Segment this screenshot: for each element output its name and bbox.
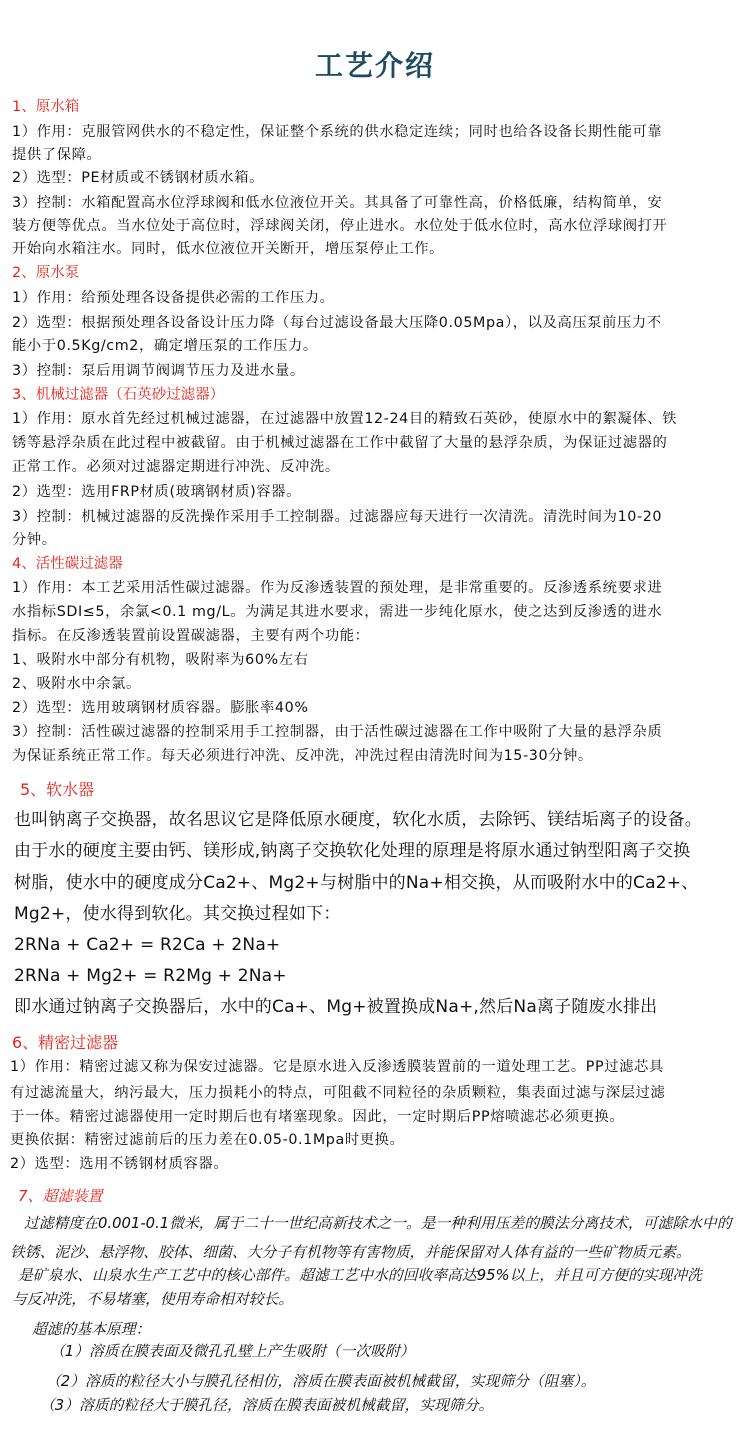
text-line: 为保证系统正常工作。每天必须进行冲洗、反冲洗，冲洗过程由清洗时间为15-30分钟。	[12, 748, 593, 764]
text-line: 能小于0.5Kg/cm2，确定增压泵的工作压力。	[12, 338, 318, 354]
text-line: 1、吸附水中部分有机物，吸附率为60%左右	[12, 652, 309, 668]
text-line: 开始向水箱注水。同时，低水位液位开关断开，增压泵停止工作。	[12, 241, 445, 257]
text-line: 指标。在反渗透装置前设置碳滤器，主要有两个功能：	[12, 628, 370, 644]
text-line: 1）作用：原水首先经过机械过滤器，在过滤器中放置12-24目的精致石英砂，使原水中的絮凝体、铁	[12, 411, 678, 427]
section-heading: 2、原水泵	[12, 265, 80, 281]
section-heading: 3、机械过滤器（石英砂过滤器）	[12, 387, 225, 403]
text-line: 3）控制：水箱配置高水位浮球阀和低水位液位开关。其具备了可靠性高，价格低廉，结构简单，安	[12, 195, 663, 211]
text-line: 1）作用：给预处理各设备提供必需的工作压力。	[12, 290, 335, 306]
text-line: 2RNa + Ca2+ = R2Ca + 2Na+	[14, 935, 281, 955]
section-heading: 1、原水箱	[12, 99, 80, 115]
text-line: 1）作用：精密过滤又称为保安过滤器。它是原水进入反渗透膜装置前的一道处理工艺。PP过滤芯具	[10, 1059, 664, 1075]
text-line: 2）选型：选用FRP材质(玻璃钢材质)容器。	[12, 484, 301, 500]
text-line: 1）作用：克服管网供水的不稳定性，保证整个系统的供水稳定连续；同时也给各设备长期性能可靠	[12, 124, 663, 140]
text-line: 由于水的硬度主要由钙、镁形成,钠离子交换软化处理的原理是将原水通过钠型阳离子交换	[14, 841, 691, 861]
text-line: 3）控制：活性碳过滤器的控制采用手工控制器，由于活性碳过滤器在工作中吸附了大量的悬浮杂质	[12, 724, 663, 740]
text-line: 于一体。精密过滤器使用一定时期后也有堵塞现象。因此，一定时期后PP熔喷滤芯必须更换。	[10, 1109, 625, 1125]
text-line: 锈等悬浮杂质在此过程中被截留。由于机械过滤器在工作中截留了大量的悬浮杂质，为保证过滤器的	[12, 435, 668, 451]
text-line: 也叫钠离子交换器，故名思议它是降低原水硬度，软化水质，去除钙、镁结垢离子的设备。	[14, 810, 702, 830]
text-line: 正常工作。必须对过滤器定期进行冲洗、反冲洗。	[12, 459, 340, 475]
section-heading: 5、软水器	[20, 780, 95, 799]
text-line: 3）控制：泵后用调节阀调节压力及进水量。	[12, 363, 305, 379]
text-line: 3）控制：机械过滤器的反洗操作采用手工控制器。过滤器应每天进行一次清洗。清洗时间为10-20	[12, 509, 663, 525]
text-line: 与反冲洗，不易堵塞，使用寿命相对较长。	[12, 1291, 294, 1308]
text-line: 2）选型：选用玻璃钢材质容器。膨胀率40%	[12, 700, 309, 716]
text-line: 2、吸附水中余氯。	[12, 676, 141, 692]
text-line: 超滤的基本原理：	[32, 1321, 151, 1338]
text-line: 水指标SDI≤5，余氯<0.1 mg/L。为满足其进水要求，需进一步纯化原水，使之达到反渗透的进水	[12, 604, 663, 620]
text-line: 装方便等优点。当水位处于高位时，浮球阀关闭，停止进水。水位处于低水位时，高水位浮球阀打开	[12, 218, 668, 234]
text-line: （2）溶质的粒径大小与膜孔径相仿，溶质在膜表面被机械截留，实现筛分（阻塞）。	[46, 1373, 596, 1390]
text-line: 有过滤流量大，纳污最大，压力损耗小的特点，可阻截不同粒径的杂质颗粒，集表面过滤与深层过滤	[10, 1085, 666, 1101]
text-line: 1）作用：本工艺采用活性碳过滤器。作为反渗透装置的预处理，是非常重要的。反渗透系统要求进	[12, 580, 663, 596]
section-heading: 6、精密过滤器	[12, 1033, 119, 1052]
text-line: 更换依据：精密过滤前后的压力差在0.05-0.1Mpa时更换。	[10, 1132, 405, 1148]
text-line: 2）选型：PE材质或不锈钢材质水箱。	[12, 170, 265, 186]
text-line: 提供了保障。	[12, 147, 102, 163]
text-line: 树脂，使水中的硬度成分Ca2+、Mg2+与树脂中的Na+相交换，从而吸附水中的Ca2+、	[14, 873, 699, 893]
text-line: 2RNa + Mg2+ = R2Mg + 2Na+	[14, 966, 287, 986]
text-line: 2）选型：选用不锈钢材质容器。	[10, 1156, 229, 1172]
page-title: 工艺介绍	[314, 49, 435, 82]
text-line: 铁锈、泥沙、悬浮物、胶体、细菌、大分子有机物等有害物质，并能保留对人体有益的一些矿物质元素。	[10, 1244, 691, 1261]
text-line: 分钟。	[12, 532, 57, 548]
text-line: 是矿泉水、山泉水生产工艺中的核心部件。超滤工艺中水的回收率高达95%以上，并且可方便的实现冲洗	[18, 1267, 702, 1284]
text-line: 2）选型：根据预处理各设备设计压力降（每台过滤设备最大压降0.05Mpa），以及高压泵前压力不	[12, 315, 662, 331]
text-line: 即水通过钠离子交换器后，水中的Ca+、Mg+被置换成Na+,然后Na离子随废水排出	[14, 997, 658, 1017]
text-line: （3）溶质的粒径大于膜孔径，溶质在膜表面被机械截留，实现筛分。	[40, 1397, 494, 1414]
section-heading: 4、活性碳过滤器	[12, 556, 123, 572]
section-heading: 7、超滤装置	[18, 1187, 103, 1205]
text-line: （1）溶质在膜表面及微孔孔壁上产生吸附（一次吸附）	[50, 1343, 415, 1360]
text-line: 过滤精度在0.001-0.1微米，属于二十一世纪高新技术之一。是一种利用压差的膜法分离技术，可滤除水中的	[24, 1215, 732, 1232]
text-line: Mg2+，使水得到软化。其交换过程如下：	[14, 904, 341, 924]
